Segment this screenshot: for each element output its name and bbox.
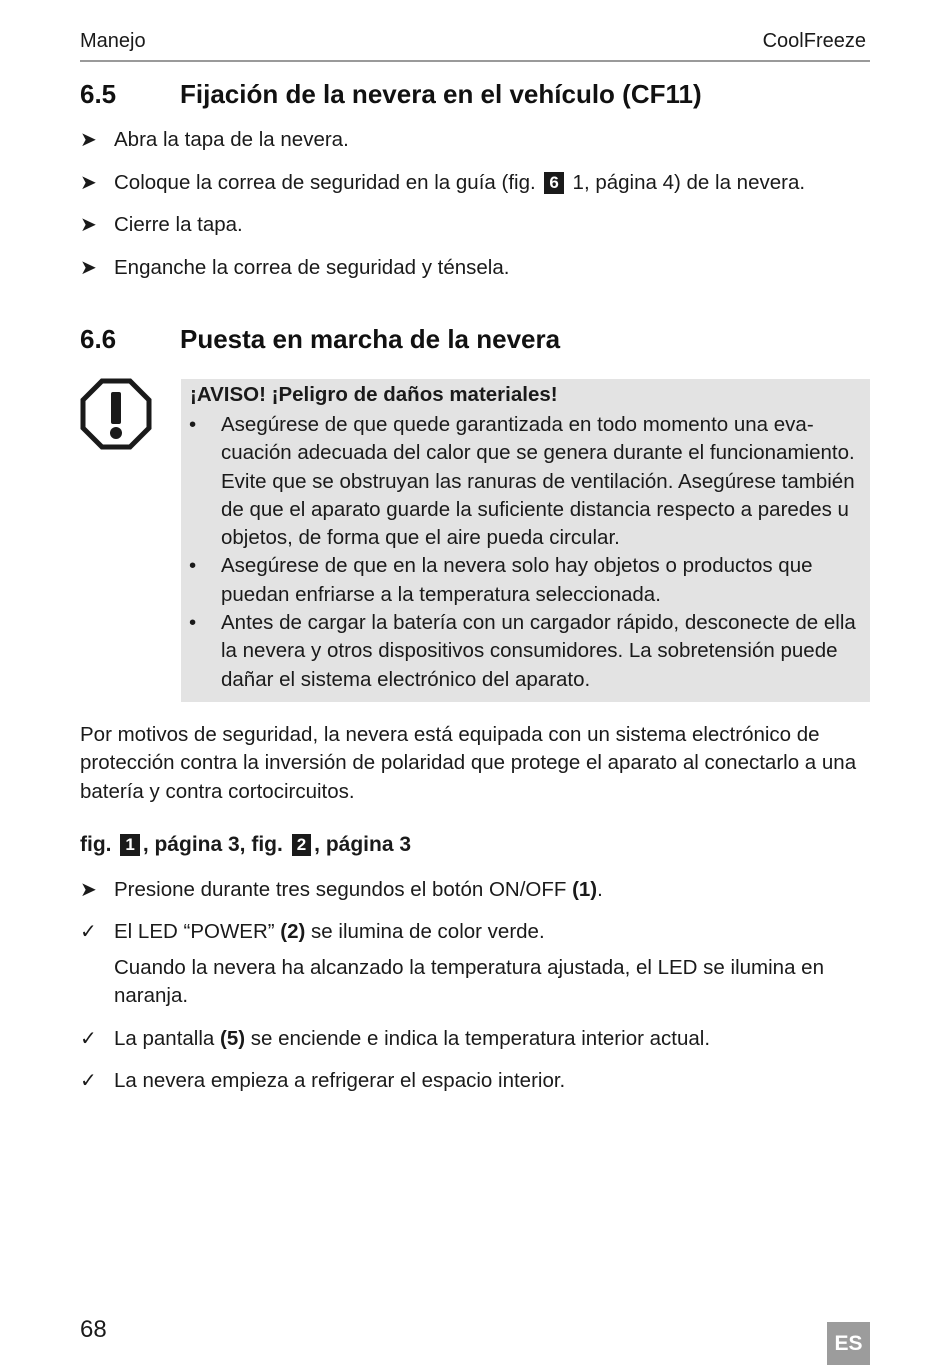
result-display-on xyxy=(80,1025,710,1053)
section-6-6-heading xyxy=(80,324,560,355)
checkmark-icon: ✓ xyxy=(80,1070,97,1092)
page-header xyxy=(80,30,870,62)
item-ref: (1) xyxy=(572,878,598,901)
list-item xyxy=(181,609,861,694)
arrow-icon: ➤ xyxy=(80,172,97,194)
checkmark-icon: ✓ xyxy=(80,921,97,943)
step-text: El LED “POWER” xyxy=(114,920,281,943)
section-number: 6.6 xyxy=(80,324,117,354)
bullet: • xyxy=(189,554,197,578)
step-text-before: Coloque la correa de seguridad en la guía (fig. xyxy=(114,171,536,194)
notice-item-text: Asegúrese de que en la nevera solo hay objetos o productos que puedan enfriarse a la temperatura seleccionada. xyxy=(221,554,813,606)
result-led-power xyxy=(80,918,864,1010)
notice-box xyxy=(181,379,870,702)
step-text: La nevera empieza a refrigerar el espacio interior. xyxy=(114,1069,566,1092)
checkmark-icon: ✓ xyxy=(80,1028,97,1050)
step-subtext: Cuando la nevera ha alcanzado la temperatura ajustada, el LED se ilumina en naranja. xyxy=(114,956,824,1007)
notice-item-text: Asegúrese de que quede garantizada en todo momento una evacuación adecuada del calor que se genera durante el funcionamiento. Evite que se obstruyan las ranuras de ventilación. Asegúrese también de que el aparato guarde la suficiente distancia respecto a paredes u objetos, de forma que el aire pueda circular. xyxy=(221,413,855,550)
step-text: La pantalla xyxy=(114,1027,221,1050)
section-6-5-heading xyxy=(80,79,702,110)
result-cooling-starts xyxy=(80,1067,565,1095)
arrow-icon: ➤ xyxy=(80,257,97,279)
step-text: se enciende e indica la temperatura interior actual. xyxy=(245,1027,711,1050)
step-close-lid xyxy=(80,211,243,239)
bullet: • xyxy=(189,611,197,635)
notice-list xyxy=(181,411,861,694)
header-product: CoolFreeze xyxy=(762,30,866,52)
section-title: Fijación de la nevera en el vehículo (CF11) xyxy=(180,79,702,109)
figref-text: fig. xyxy=(80,833,112,856)
step-text: se ilumina de color verde. xyxy=(305,920,545,943)
notice-item-text: Antes de cargar la batería con un cargador rápido, desconecte de ella la nevera y otros dispositivos consumidores. La sobretensión puede dañar el sistema electrónico del aparato. xyxy=(221,611,856,691)
step-text: . xyxy=(597,878,603,901)
step-text: Presione durante tres segundos el botón ON/OFF xyxy=(114,878,573,901)
figure-number-badge: 2 xyxy=(292,834,311,856)
figure-reference xyxy=(80,833,411,857)
step-open-lid xyxy=(80,126,349,154)
notice-title: ¡AVISO! ¡Peligro de daños materiales! xyxy=(190,383,558,406)
polarity-paragraph: Por motivos de seguridad, la nevera está equipada con un sistema electrónico de protección contra la inversión de polaridad que protege el aparato al conectarlo a una batería y contra cortocircuitos. xyxy=(80,723,857,803)
step-text: Abra la tapa de la nevera. xyxy=(114,128,349,151)
list-item xyxy=(181,552,861,609)
page-number: 68 xyxy=(80,1316,107,1343)
item-ref: (5) xyxy=(220,1027,246,1050)
header-section: Manejo xyxy=(80,30,146,52)
step-place-strap xyxy=(80,169,805,197)
arrow-icon: ➤ xyxy=(80,129,97,151)
figref-text: , página 3, fig. xyxy=(142,833,283,856)
section-title: Puesta en marcha de la nevera xyxy=(180,324,561,354)
list-item xyxy=(181,411,861,552)
arrow-icon: ➤ xyxy=(80,214,97,236)
language-badge: ES xyxy=(827,1322,870,1365)
arrow-icon: ➤ xyxy=(80,879,97,901)
step-press-onoff xyxy=(80,876,603,904)
figref-text: , página 3 xyxy=(314,833,412,856)
warning-octagon-icon xyxy=(80,378,152,450)
step-text: Enganche la correa de seguridad y ténsela. xyxy=(114,256,510,279)
step-text-after: 1, página 4) de la nevera. xyxy=(572,171,806,194)
item-ref: (2) xyxy=(280,920,306,943)
bullet: • xyxy=(189,413,197,436)
section-number: 6.5 xyxy=(80,79,117,109)
figure-number-badge: 6 xyxy=(544,172,563,194)
figure-number-badge: 1 xyxy=(120,834,139,856)
step-text: Cierre la tapa. xyxy=(114,213,243,236)
step-tighten-strap xyxy=(80,254,509,282)
